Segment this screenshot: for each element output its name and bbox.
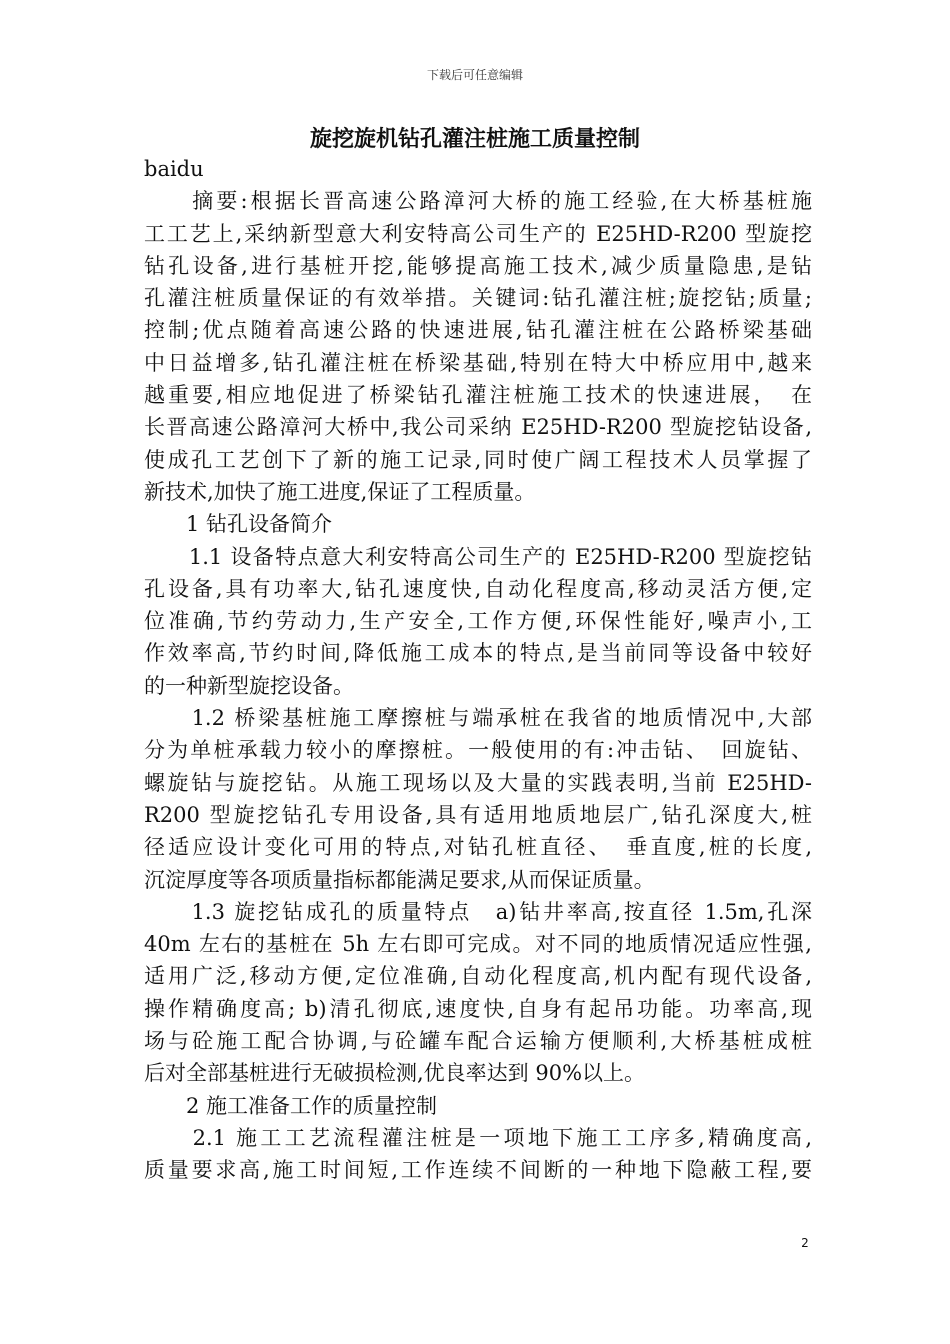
body-text	[144, 153, 812, 1187]
body-line: 分为单桩承载力较小的摩擦桩。一般使用的有:冲击钻、 回旋钻、	[144, 738, 812, 763]
body-line: 2.1 施工工艺流程灌注桩是一项地下施工工序多,精确度高,	[144, 1125, 812, 1150]
body-line: 使成孔工艺创下了新的施工记录,同时使广阔工程技术人员掌握了	[144, 447, 812, 472]
body-line: 40m 左右的基桩在 5h 左右即可完成。对不同的地质情况适应性强,	[144, 932, 812, 957]
body-line: 孔设备,具有功率大,钻孔速度快,自动化程度高,移动灵活方便,定	[144, 576, 812, 601]
body-line: 越重要,相应地促进了桥梁钻孔灌注桩施工技术的快速进展， 在	[144, 383, 812, 408]
body-line: 1.1 设备特点意大利安特高公司生产的 E25HD-R200 型旋挖钻	[144, 544, 812, 569]
body-line: 控制;优点随着高速公路的快速进展,钻孔灌注桩在公路桥梁基础	[144, 318, 812, 343]
section-heading-2: 2 施工准备工作的质量控制	[144, 1093, 438, 1118]
body-line: 位准确,节约劳动力,生产安全,工作方便,环保性能好,噪声小,工	[144, 609, 812, 634]
header-note: 下载后可任意编辑	[426, 68, 523, 82]
body-line: R200 型旋挖钻孔专用设备,具有适用地质地层广,钻孔深度大,桩	[144, 802, 812, 827]
body-line: 的一种新型旋挖设备。	[144, 673, 354, 698]
body-line: 适用广泛,移动方便,定位准确,自动化程度高,机内配有现代设备,	[144, 964, 812, 989]
body-line: 作效率高,节约时间,降低施工成本的特点,是当前同等设备中较好	[144, 641, 812, 666]
body-line: 孔灌注桩质量保证的有效举措。关键词:钻孔灌注桩;旋挖钻;质量;	[144, 286, 812, 311]
body-line: 摘要:根据长晋高速公路漳河大桥的施工经验,在大桥基桩施	[144, 189, 812, 214]
body-line: 沉淀厚度等各项质量指标都能满足要求,从而保证质量。	[144, 867, 655, 892]
body-line: 螺旋钻与旋挖钻。从施工现场以及大量的实践表明,当前 E25HD-	[144, 770, 812, 795]
body-line: 1.3 旋挖钻成孔的质量特点 a)钻井率高,按直径 1.5m,孔深	[144, 899, 812, 924]
body-line: 场与砼施工配合协调,与砼罐车配合运输方便顺利,大桥基桩成桩	[144, 1029, 812, 1054]
body-line-source: baidu	[144, 157, 204, 181]
body-line: 工工艺上,采纳新型意大利安特高公司生产的 E25HD-R200 型旋挖	[144, 221, 812, 246]
body-line: 后对全部基桩进行无破损检测,优良率达到 90%以上。	[144, 1061, 646, 1086]
body-line: 质量要求高,施工时间短,工作连续不间断的一种地下隐蔽工程,要	[144, 1158, 812, 1183]
body-line: 钻孔设备,进行基桩开挖,能够提高施工技术,减少质量隐患,是钻	[144, 253, 812, 278]
document-title: 旋挖旋机钻孔灌注桩施工质量控制	[309, 127, 640, 152]
section-heading-1: 1 钻孔设备简介	[144, 512, 333, 537]
page-number: 2	[801, 1236, 809, 1250]
body-line: 长晋高速公路漳河大桥中,我公司采纳 E25HD-R200 型旋挖钻设备,	[144, 415, 812, 440]
body-line: 中日益增多,钻孔灌注桩在桥梁基础,特别在特大中桥应用中,越来	[144, 350, 812, 375]
body-line: 操作精确度高; b)清孔彻底,速度快,自身有起吊功能。功率高,现	[144, 996, 812, 1021]
body-line: 1.2 桥梁基桩施工摩擦桩与端承桩在我省的地质情况中,大部	[144, 706, 812, 731]
body-line: 径适应设计变化可用的特点,对钻孔桩直径、 垂直度,桩的长度,	[144, 835, 812, 860]
body-line: 新技术,加快了施工进度,保证了工程质量。	[144, 479, 536, 504]
